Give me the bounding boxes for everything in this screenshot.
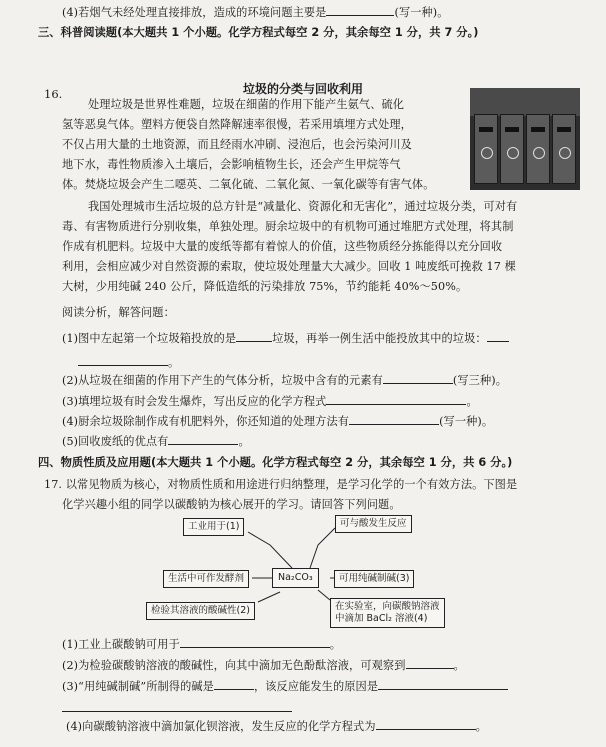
para1-line-3: 不仅占用大量的土地资源，而且经雨水冲刷、浸泡后，也会污染河川及 — [62, 138, 412, 151]
node-lab — [330, 598, 445, 628]
node-lab-line-2: 中滴加 BaCl₂ 溶液(4) — [335, 613, 428, 624]
q17-intro-text-1: 以常见物质为核心，对物质性质和用途进行归纳整理，是学习化学的一个有效方法。下图是 — [65, 478, 518, 491]
q17-part3-text-b: ，该反应能发生的原因是 — [253, 680, 379, 693]
node-alkali: 可用纯碱制碱(3) — [334, 570, 414, 588]
node-lab-line-1: 在实验室，向碳酸钠溶液 — [335, 601, 440, 612]
q16-part4-tail: (写一种)。 — [439, 415, 494, 428]
para2-line-1: 我国处理城市生活垃圾的总方针是“减量化、资源化和无害化”，通过垃圾分类，可对有 — [88, 200, 518, 213]
article-title: 垃圾的分类与回收利用 — [242, 82, 363, 96]
q17-part2-line — [62, 657, 465, 673]
q17-part3-line — [62, 678, 508, 694]
q17-part2-end: 。 — [453, 659, 465, 672]
node-life: 生活中可作发酵剂 — [163, 570, 249, 588]
q17-part2-text: (2)为检验碳酸钠溶液的酸碱性，向其中滴加无色酚酞溶液，可观察到 — [62, 659, 406, 672]
para1-line-4: 地下水，毒性物质渗入土壤后，会影响植物生长，还会产生甲烷等气 — [62, 158, 401, 171]
para2-line-5: 大树，少用纯碱 240 公斤，降低造纸的污染排放 75%，节约能耗 40%～50%。 — [62, 280, 468, 293]
answer-blank[interactable] — [406, 657, 454, 669]
q17-part3-cont — [62, 700, 292, 716]
answer-blank[interactable] — [376, 718, 476, 730]
para2-line-4: 利用，会相应减少对自然资源的索取，使垃圾处理量大大减少。回收 1 吨废纸可挽救 17 棵 — [62, 260, 516, 273]
section4-heading: 四、物质性质及应用题(本大题共 1 个小题。化学方程式每空 2 分，其余每空 1 分，共 6 分。) — [38, 456, 513, 469]
node-center-na2co3: Na₂CO₃ — [272, 568, 319, 588]
q17-part4-text: (4)向碳酸钠溶液中滴加氯化钡溶液，发生反应的化学方程式为 — [66, 720, 376, 733]
node-acid: 可与酸发生反应 — [335, 515, 412, 533]
q17-part4-end: 。 — [475, 720, 487, 733]
question-number-17: 17. — [44, 478, 63, 491]
answer-blank[interactable] — [62, 700, 292, 712]
q16-part5-end: 。 — [238, 435, 250, 448]
connector-test — [258, 592, 280, 602]
q17-part1-end: 。 — [329, 638, 342, 651]
q16-part1-text-a: (1)图中左起第一个垃圾箱投放的是 — [62, 332, 237, 345]
q16-part3-text: (3)填埋垃圾有时会发生爆炸，写出反应的化学方程式 — [62, 395, 327, 408]
question-number-16: 16. — [44, 87, 63, 101]
q16-part1-text-b: 垃圾，再举一例生活中能投放其中的垃圾： — [272, 332, 487, 345]
q16-part2-tail: (写三种)。 — [452, 374, 508, 387]
para2-line-2: 毒、有害物质进行分别收集，单独处理。厨余垃圾中的有机物可通过堆肥方式处理，将其制 — [62, 220, 514, 233]
para1-line-1: 处理垃圾是世界性难题，垃圾在细菌的作用下能产生氨气、硫化 — [88, 98, 405, 111]
q17-part1-text: (1)工业上碳酸钠可用于 — [62, 638, 180, 651]
q17-part3-text-a: (3)“用纯碱制碱”所制得的碱是 — [62, 680, 214, 693]
para1-line-2: 氢等恶臭气体。塑料方便袋自然降解速率很慢，若采用填埋方式处理， — [62, 118, 412, 131]
answer-blank[interactable] — [378, 678, 508, 690]
section3-heading: 三、科普阅读题(本大题共 1 个小题。化学方程式每空 2 分，其余每空 1 分，共 7 分。) — [38, 26, 479, 39]
top-question-tail: (写一种)。 — [394, 6, 449, 19]
node-industry: 工业用于(1) — [183, 518, 244, 536]
q17-part4-line — [66, 718, 487, 734]
q16-part5-text: (5)回收废纸的优点有 — [62, 435, 169, 448]
q16-part4-text: (4)厨余垃圾除制作成有机肥料外，你还知道的处理方法有 — [62, 415, 350, 428]
connector-acid — [310, 528, 335, 568]
para1-line-5: 体。焚烧垃圾会产生二噁英、二氧化硫、二氧化氮、一氧化碳等有害气体。 — [62, 178, 435, 191]
node-test: 检验其溶液的酸碱性(2) — [146, 602, 255, 620]
q17-intro-line-2: 化学兴趣小组的同学以碳酸钠为核心展开的学习。请回答下列问题。 — [62, 498, 401, 511]
q16-part3-end: 。 — [466, 395, 478, 408]
q16-part1-end: 。 — [168, 356, 180, 369]
answer-blank[interactable] — [214, 678, 254, 690]
top-question-text: (4)若烟气未经处理直接排放，造成的环境问题主要是 — [62, 6, 327, 19]
answer-blank[interactable] — [180, 636, 330, 648]
para2-line-3: 作成有机肥料。垃圾中大量的废纸等都有着惊人的价值，这些物质经分拣能得以充分回收 — [62, 240, 503, 253]
q17-part1-line — [62, 636, 341, 652]
connector-industry — [248, 532, 292, 568]
q16-part2-text: (2)从垃圾在细菌的作用下产生的气体分析，垃圾中含有的元素有 — [62, 374, 383, 387]
connector-lab — [318, 590, 330, 600]
reading-prompt: 阅读分析，解答问题： — [62, 306, 175, 319]
